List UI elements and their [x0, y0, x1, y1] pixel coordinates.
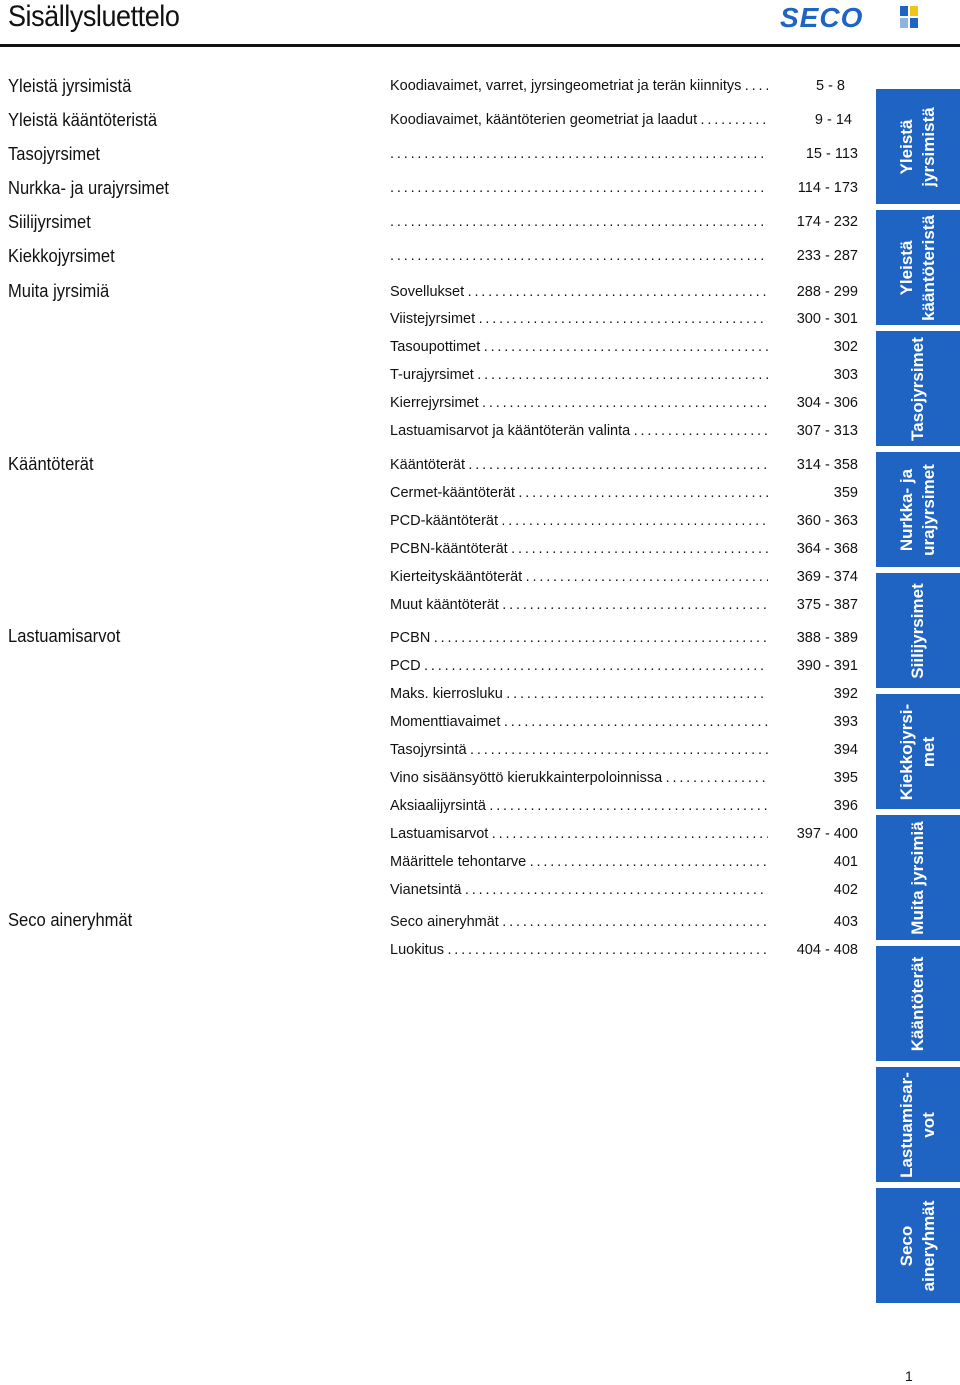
entry-pages: 288 - 299: [796, 284, 858, 300]
section-heading[interactable]: Tasojyrsimet: [8, 144, 101, 164]
entry-pages: 314 - 358: [796, 457, 858, 473]
toc-entry[interactable]: [390, 457, 865, 477]
toc-entry[interactable]: [390, 569, 865, 589]
section-heading[interactable]: Seco aineryhmät: [8, 910, 133, 930]
entry-label: Maks. kierrosluku . . .: [390, 686, 768, 702]
seco-logo: [780, 2, 920, 33]
entry-pages: 388 - 389: [796, 630, 858, 646]
section-heading[interactable]: Nurkka- ja urajyrsimet: [8, 178, 170, 198]
toc-entry[interactable]: [390, 367, 865, 387]
logo-squares-icon: [900, 6, 918, 28]
toc-entry[interactable]: [390, 78, 865, 98]
entry-pages: 114 - 173: [797, 180, 858, 196]
side-tab-kaantoterat[interactable]: Kääntöterät: [876, 946, 960, 1061]
entry-label: PCD-kääntöterät . . .: [390, 513, 768, 529]
toc-entry[interactable]: [390, 423, 865, 443]
toc-entry[interactable]: [390, 826, 865, 846]
side-tab-yleista-jyrsimista[interactable]: Yleistä jyrsimistä: [876, 89, 960, 204]
entry-pages: 390 - 391: [796, 658, 858, 674]
side-tab-nurkka-urajyrsimet[interactable]: Nurkka- ja urajyrsimet: [876, 452, 960, 567]
entry-pages: 300 - 301: [796, 311, 858, 327]
toc-entry[interactable]: [390, 942, 865, 962]
entry-pages: 369 - 374: [796, 569, 858, 585]
toc-entry[interactable]: [390, 597, 865, 617]
entry-label: Koodiavaimet, kääntöterien geometriat ja laadut . . .: [390, 112, 768, 128]
entry-label: Vino sisäänsyöttö kierukkainterpoloinnissa . . .: [390, 770, 768, 786]
entry-pages: 404 - 408: [796, 942, 858, 958]
toc-entry[interactable]: [390, 395, 865, 415]
entry-pages: 304 - 306: [796, 395, 858, 411]
entry-label: Aksiaalijyrsintä . . .: [390, 798, 768, 814]
entry-label: Muut kääntöterät . . .: [390, 597, 768, 613]
toc-entry[interactable]: [390, 882, 865, 902]
section-heading[interactable]: Kiekkojyrsimet: [8, 246, 115, 266]
entry-pages: 174 - 232: [796, 214, 858, 230]
side-tab-seco-aineryhmat[interactable]: Seco aineryhmät: [876, 1188, 960, 1303]
entry-pages: 360 - 363: [796, 513, 858, 529]
toc-entry[interactable]: [390, 284, 865, 304]
toc-entry[interactable]: [390, 513, 865, 533]
toc-entry[interactable]: [390, 854, 865, 874]
entry-pages: 394: [833, 742, 858, 758]
toc-entry[interactable]: [390, 541, 865, 561]
toc-entry[interactable]: [390, 214, 865, 234]
toc-entry[interactable]: [390, 112, 865, 132]
toc-entry[interactable]: [390, 248, 865, 268]
entry-label: Kääntöterät . . .: [390, 457, 768, 473]
entry-pages: 9 - 14: [814, 112, 852, 128]
entry-pages: 303: [833, 367, 858, 383]
page-number: 1: [905, 1368, 913, 1384]
entry-label: [390, 180, 768, 196]
entry-label: Määrittele tehontarve . . .: [390, 854, 768, 870]
entry-pages: 375 - 387: [796, 597, 858, 613]
toc-entry[interactable]: [390, 630, 865, 650]
side-tab-muita-jyrsimia[interactable]: Muita jyrsimiä: [876, 815, 960, 940]
entry-label: Viistejyrsimet . . .: [390, 311, 768, 327]
entry-pages: 307 - 313: [796, 423, 858, 439]
section-heading[interactable]: Muita jyrsimiä: [8, 281, 110, 301]
entry-label: T-urajyrsimet . . .: [390, 367, 768, 383]
entry-label: Kierrejyrsimet . . .: [390, 395, 768, 411]
toc-entry[interactable]: [390, 658, 865, 678]
side-tab-siilijyrsimet[interactable]: Siilijyrsimet: [876, 573, 960, 688]
toc-entry[interactable]: [390, 339, 865, 359]
entry-pages: 396: [833, 798, 858, 814]
entry-pages: 5 - 8: [815, 78, 845, 94]
entry-label: [390, 248, 768, 264]
side-tab-lastuamisarvot[interactable]: Lastuamisar- vot: [876, 1067, 960, 1182]
entry-pages: 359: [833, 485, 858, 501]
entry-label: Lastuamisarvot . . .: [390, 826, 768, 842]
entry-label: Luokitus . . .: [390, 942, 768, 958]
side-tab-tasojyrsimet[interactable]: Tasojyrsimet: [876, 331, 960, 446]
entry-pages: 397 - 400: [796, 826, 858, 842]
toc-entry[interactable]: [390, 146, 865, 166]
entry-label: PCBN . . .: [390, 630, 768, 646]
section-heading[interactable]: Kääntöterät: [8, 454, 94, 474]
entry-label: Vianetsintä . . .: [390, 882, 768, 898]
toc-entry[interactable]: [390, 311, 865, 331]
toc-entry[interactable]: [390, 714, 865, 734]
entry-label: Koodiavaimet, varret, jyrsingeometriat ja terän kiinnitys . . .: [390, 78, 768, 94]
entry-label: Sovellukset . . .: [390, 284, 768, 300]
entry-label: Cermet-kääntöterät . . .: [390, 485, 768, 501]
entry-pages: 402: [833, 882, 858, 898]
entry-label: Lastuamisarvot ja kääntöterän valinta . . .: [390, 423, 768, 439]
entry-label: Momenttiavaimet . . .: [390, 714, 768, 730]
section-heading[interactable]: Siilijyrsimet: [8, 212, 91, 232]
side-tab-yleista-kaantoteristä[interactable]: Yleistä kääntöteristä: [876, 210, 960, 325]
header-rule: [0, 44, 960, 47]
entry-pages: 364 - 368: [796, 541, 858, 557]
entry-pages: 15 - 113: [805, 146, 858, 162]
toc-entry[interactable]: [390, 770, 865, 790]
entry-pages: 395: [833, 770, 858, 786]
entry-label: Tasojyrsintä . . .: [390, 742, 768, 758]
entry-label: [390, 214, 768, 230]
toc-entry[interactable]: [390, 180, 865, 200]
entry-label: PCD . . .: [390, 658, 768, 674]
entry-pages: 392: [833, 686, 858, 702]
toc-entry[interactable]: [390, 485, 865, 505]
entry-label: Tasoupottimet . . .: [390, 339, 768, 355]
side-tab-kiekkojyrsimet[interactable]: Kiekkojyrsi- met: [876, 694, 960, 809]
entry-pages: 393: [833, 714, 858, 730]
entry-label: Seco aineryhmät . . .: [390, 914, 768, 930]
logo-text: SECO: [780, 2, 864, 33]
entry-label: PCBN-kääntöterät . . .: [390, 541, 768, 557]
toc-entry[interactable]: [390, 742, 865, 762]
entry-pages: 302: [833, 339, 858, 355]
entry-pages: 233 - 287: [796, 248, 858, 264]
toc-entry[interactable]: [390, 798, 865, 818]
entry-pages: 403: [833, 914, 858, 930]
entry-pages: 401: [833, 854, 858, 870]
entry-label: [390, 146, 768, 162]
section-heading[interactable]: Lastuamisarvot: [8, 626, 121, 646]
toc-entry[interactable]: [390, 914, 865, 934]
page-title: Sisällysluettelo: [8, 0, 180, 33]
toc-entry[interactable]: [390, 686, 865, 706]
section-heading[interactable]: Yleistä jyrsimistä: [8, 76, 132, 96]
section-heading[interactable]: Yleistä kääntöteristä: [8, 110, 158, 130]
entry-label: Kierteityskääntöterät . . .: [390, 569, 768, 585]
